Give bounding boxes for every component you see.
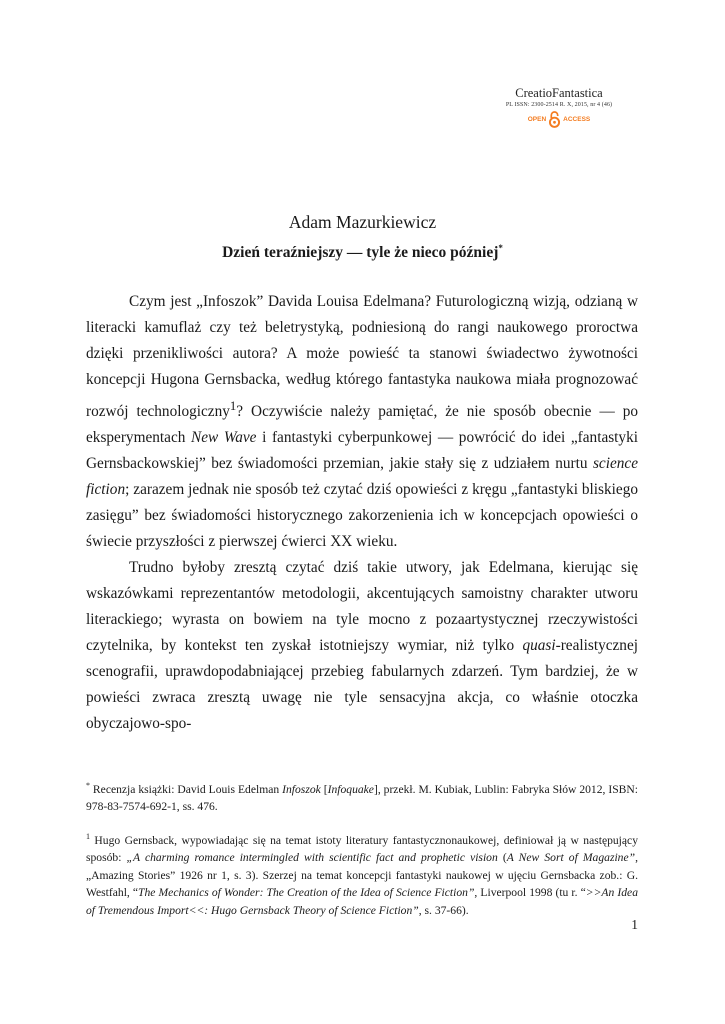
article-title-text: Dzień teraźniejszy — tyle że nieco później — [222, 244, 499, 262]
text-span: Recenzja książki: David Louis Edelman — [90, 782, 283, 796]
text-span: Czym jest „Infoszok” Davida Louisa Edelmana? Futurologiczną wizją, odzianą w literacki kamuflaż czy też beletrystyką, podniesioną do rangi naukowego proroctwa dzięki przenikliwości autora? A może powieść ta stanowi świadectwo żywotności koncepcji Hugona Gernsbacka, według którego fantastyka naukowa miała prognozować rozwój technologiczny — [86, 293, 638, 421]
text-span: Hugo Gernsback, wypowiadając się na temat istoty literatury fantastycznonaukowej, definiował ją w następujący sposób: — [86, 833, 638, 865]
journal-name: CreatioFantastica — [515, 86, 603, 100]
paragraph-2 — [86, 555, 638, 737]
text-span: ; zarazem jednak nie sposób też czytać dziś opowieści z kręgu „fantastyki bliskiego zasięgu” bez świadomości historycznego zakorzenienia ich w koncepcjach opowieści o świecie przyszłości z pierwszej ćwierci XX wieku. — [86, 481, 638, 551]
text-span: i fantastyki cyberpunkowej — powrócić do idei „fantastyki Gernsbackowskiej” bez świadomości przemian, jakie stały się z udziałem nurtu — [86, 429, 638, 473]
text-span: , Liverpool 1998 (tu r. “ — [474, 886, 586, 900]
italic-span: quasi — [522, 637, 556, 655]
footnote-mark: * — [86, 781, 90, 790]
italic-span: >>An Idea of Tremendous Import<<: Hugo Gernsback Theory of Science Fiction” — [86, 886, 638, 917]
footnote-mark: 1 — [86, 831, 90, 841]
text-span: -realistycznej scenografii, uprawdopodabniającej przebieg fabularnych zdarzeń. Tym bardziej, że w powieści zwraca zresztą uwagę nie tyle sensacyjna akcja, co właśnie otoczka obyczajowo-spo- — [86, 637, 638, 733]
article-title — [0, 243, 725, 262]
article-author: Adam Mazurkiewicz — [288, 212, 437, 232]
title-footnote-mark: * — [498, 243, 503, 253]
footnote-1 — [86, 828, 638, 919]
paragraph-1 — [86, 289, 638, 555]
text-span: , „Amazing Stories” 1926 nr 1, s. 3). Szerzej na temat koncepcji fantastyki naukowej w ujęciu Gernsbacka zob.: G. Westfahl, “ — [86, 851, 638, 900]
text-span: , s. 37-66). — [418, 903, 469, 917]
journal-issn: PL ISSN: 2300-2514 R. X, 2015, nr 4 (46) — [505, 102, 613, 108]
italic-span: The Mechanics of Wonder: The Creation of the Idea of Science Fiction” — [138, 886, 475, 900]
open-access-badge — [479, 111, 639, 128]
italic-span: A New Sort of Magazine” — [506, 851, 636, 865]
footnote-ref: 1 — [229, 399, 237, 413]
italic-span: Infoszok — [282, 782, 321, 796]
article-body — [86, 289, 638, 737]
text-span: Trudno byłoby zresztą czytać dziś takie utwory, jak Edelmana, kierując się wskazówkami reprezentantów metodologii, akcentujących samoistny charakter utworu literackiego; wyrasta on bowiem na tyle mocno z pozaartystycznej rzeczywistości czytelnika, by kontekst ten zyskał istotniejszy wymiar, niż tylko — [86, 559, 638, 655]
italic-span: science fiction — [86, 455, 638, 499]
text-span: [ — [320, 782, 328, 796]
text-span: ], przekł. M. Kubiak, Lublin: Fabryka Słów 2012, ISBN: 978-83-7574-692-1, ss. 476. — [86, 782, 638, 814]
footnotes — [86, 777, 638, 931]
journal-header — [479, 86, 639, 128]
text-span: ( — [497, 851, 507, 865]
italic-span: „A charming romance intermingled with scientific fact and prophetic vision — [126, 851, 498, 865]
open-access-label-right: ACCESS — [563, 116, 591, 123]
italic-span: Infoquake — [327, 782, 374, 796]
open-access-lock-icon — [549, 111, 560, 128]
footnote-star — [86, 777, 638, 816]
italic-span: New Wave — [191, 429, 257, 447]
page-number: 1 — [631, 917, 638, 932]
text-span: ? Oczywiście należy pamiętać, że nie sposób obecnie — po eksperymentach — [86, 403, 639, 447]
open-access-label-left: OPEN — [527, 116, 547, 123]
